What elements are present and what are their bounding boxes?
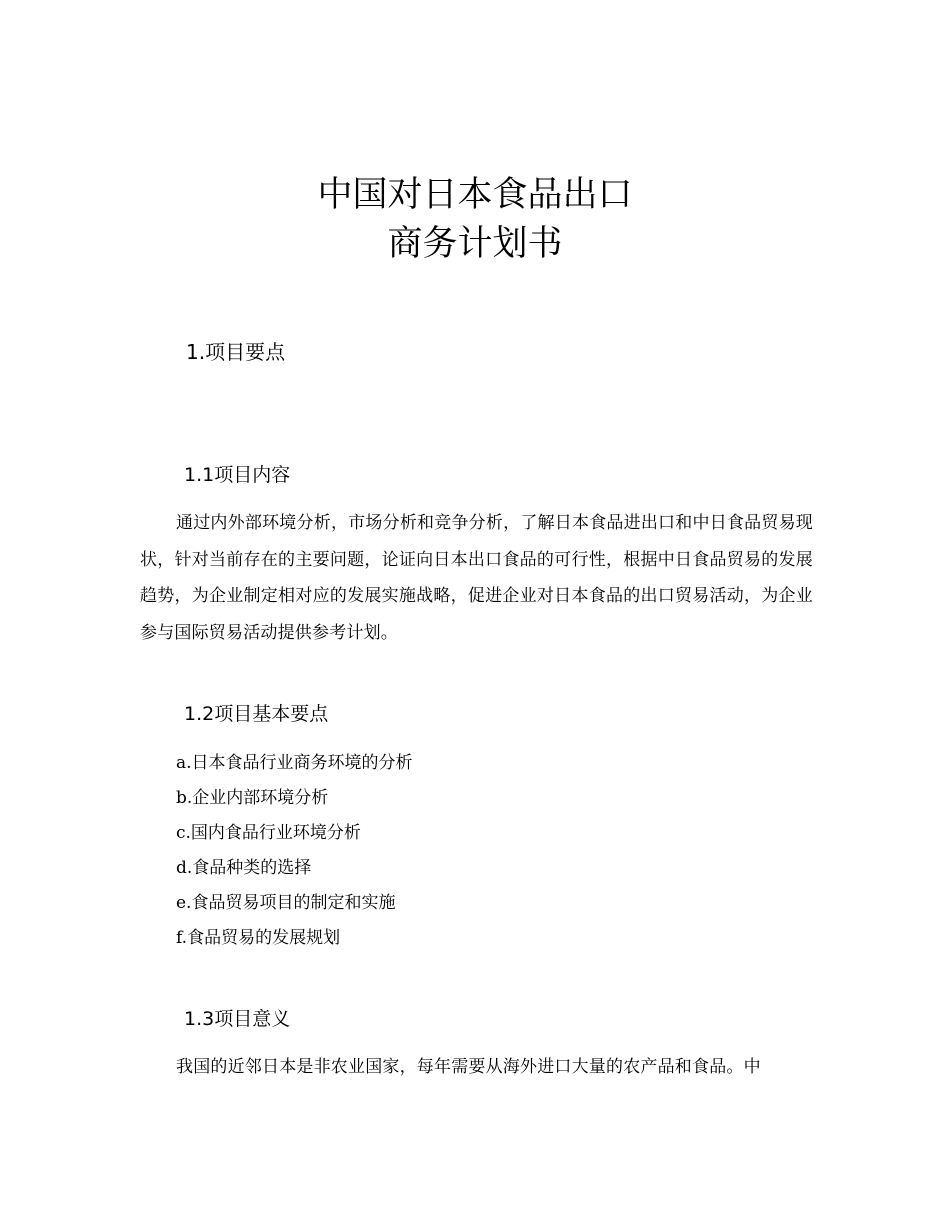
section-heading-1-3: 1.3项目意义 [184,1008,291,1030]
section-1-3-paragraph: 我国的近邻日本是非农业国家，每年需要从海外进口大量的农产品和食品。中 [176,1057,761,1077]
key-points-list [176,746,413,956]
list-item: a.日本食品行业商务环境的分析 [176,753,413,773]
section-heading-1-2: 1.2项目基本要点 [184,703,329,725]
list-item: b.企业内部环境分析 [176,788,329,808]
list-item: c.国内食品行业环境分析 [176,823,361,843]
list-item: d.食品种类的选择 [176,858,312,878]
list-item: f.食品贸易的发展规划 [176,928,341,948]
section-heading-1: 1.项目要点 [186,340,286,364]
list-item: e.食品贸易项目的制定和实施 [176,893,396,913]
document-title-line-2: 商务计划书 [387,224,563,264]
document-title-line-1: 中国对日本食品出口 [317,175,633,215]
section-heading-1-1: 1.1项目内容 [184,464,291,486]
section-1-1-paragraph: 通过内外部环境分析，市场分析和竞争分析，了解日本食品进出口和中日食品贸易现状，针对当前存在的主要问题，论证向日本出口食品的可行性，根据中日食品贸易的发展趋势，为企业制定相对应的发展实施战略，促进企业对日本食品的出口贸易活动，为企业参与国际贸易活动提供参考计划。 [140,513,813,643]
